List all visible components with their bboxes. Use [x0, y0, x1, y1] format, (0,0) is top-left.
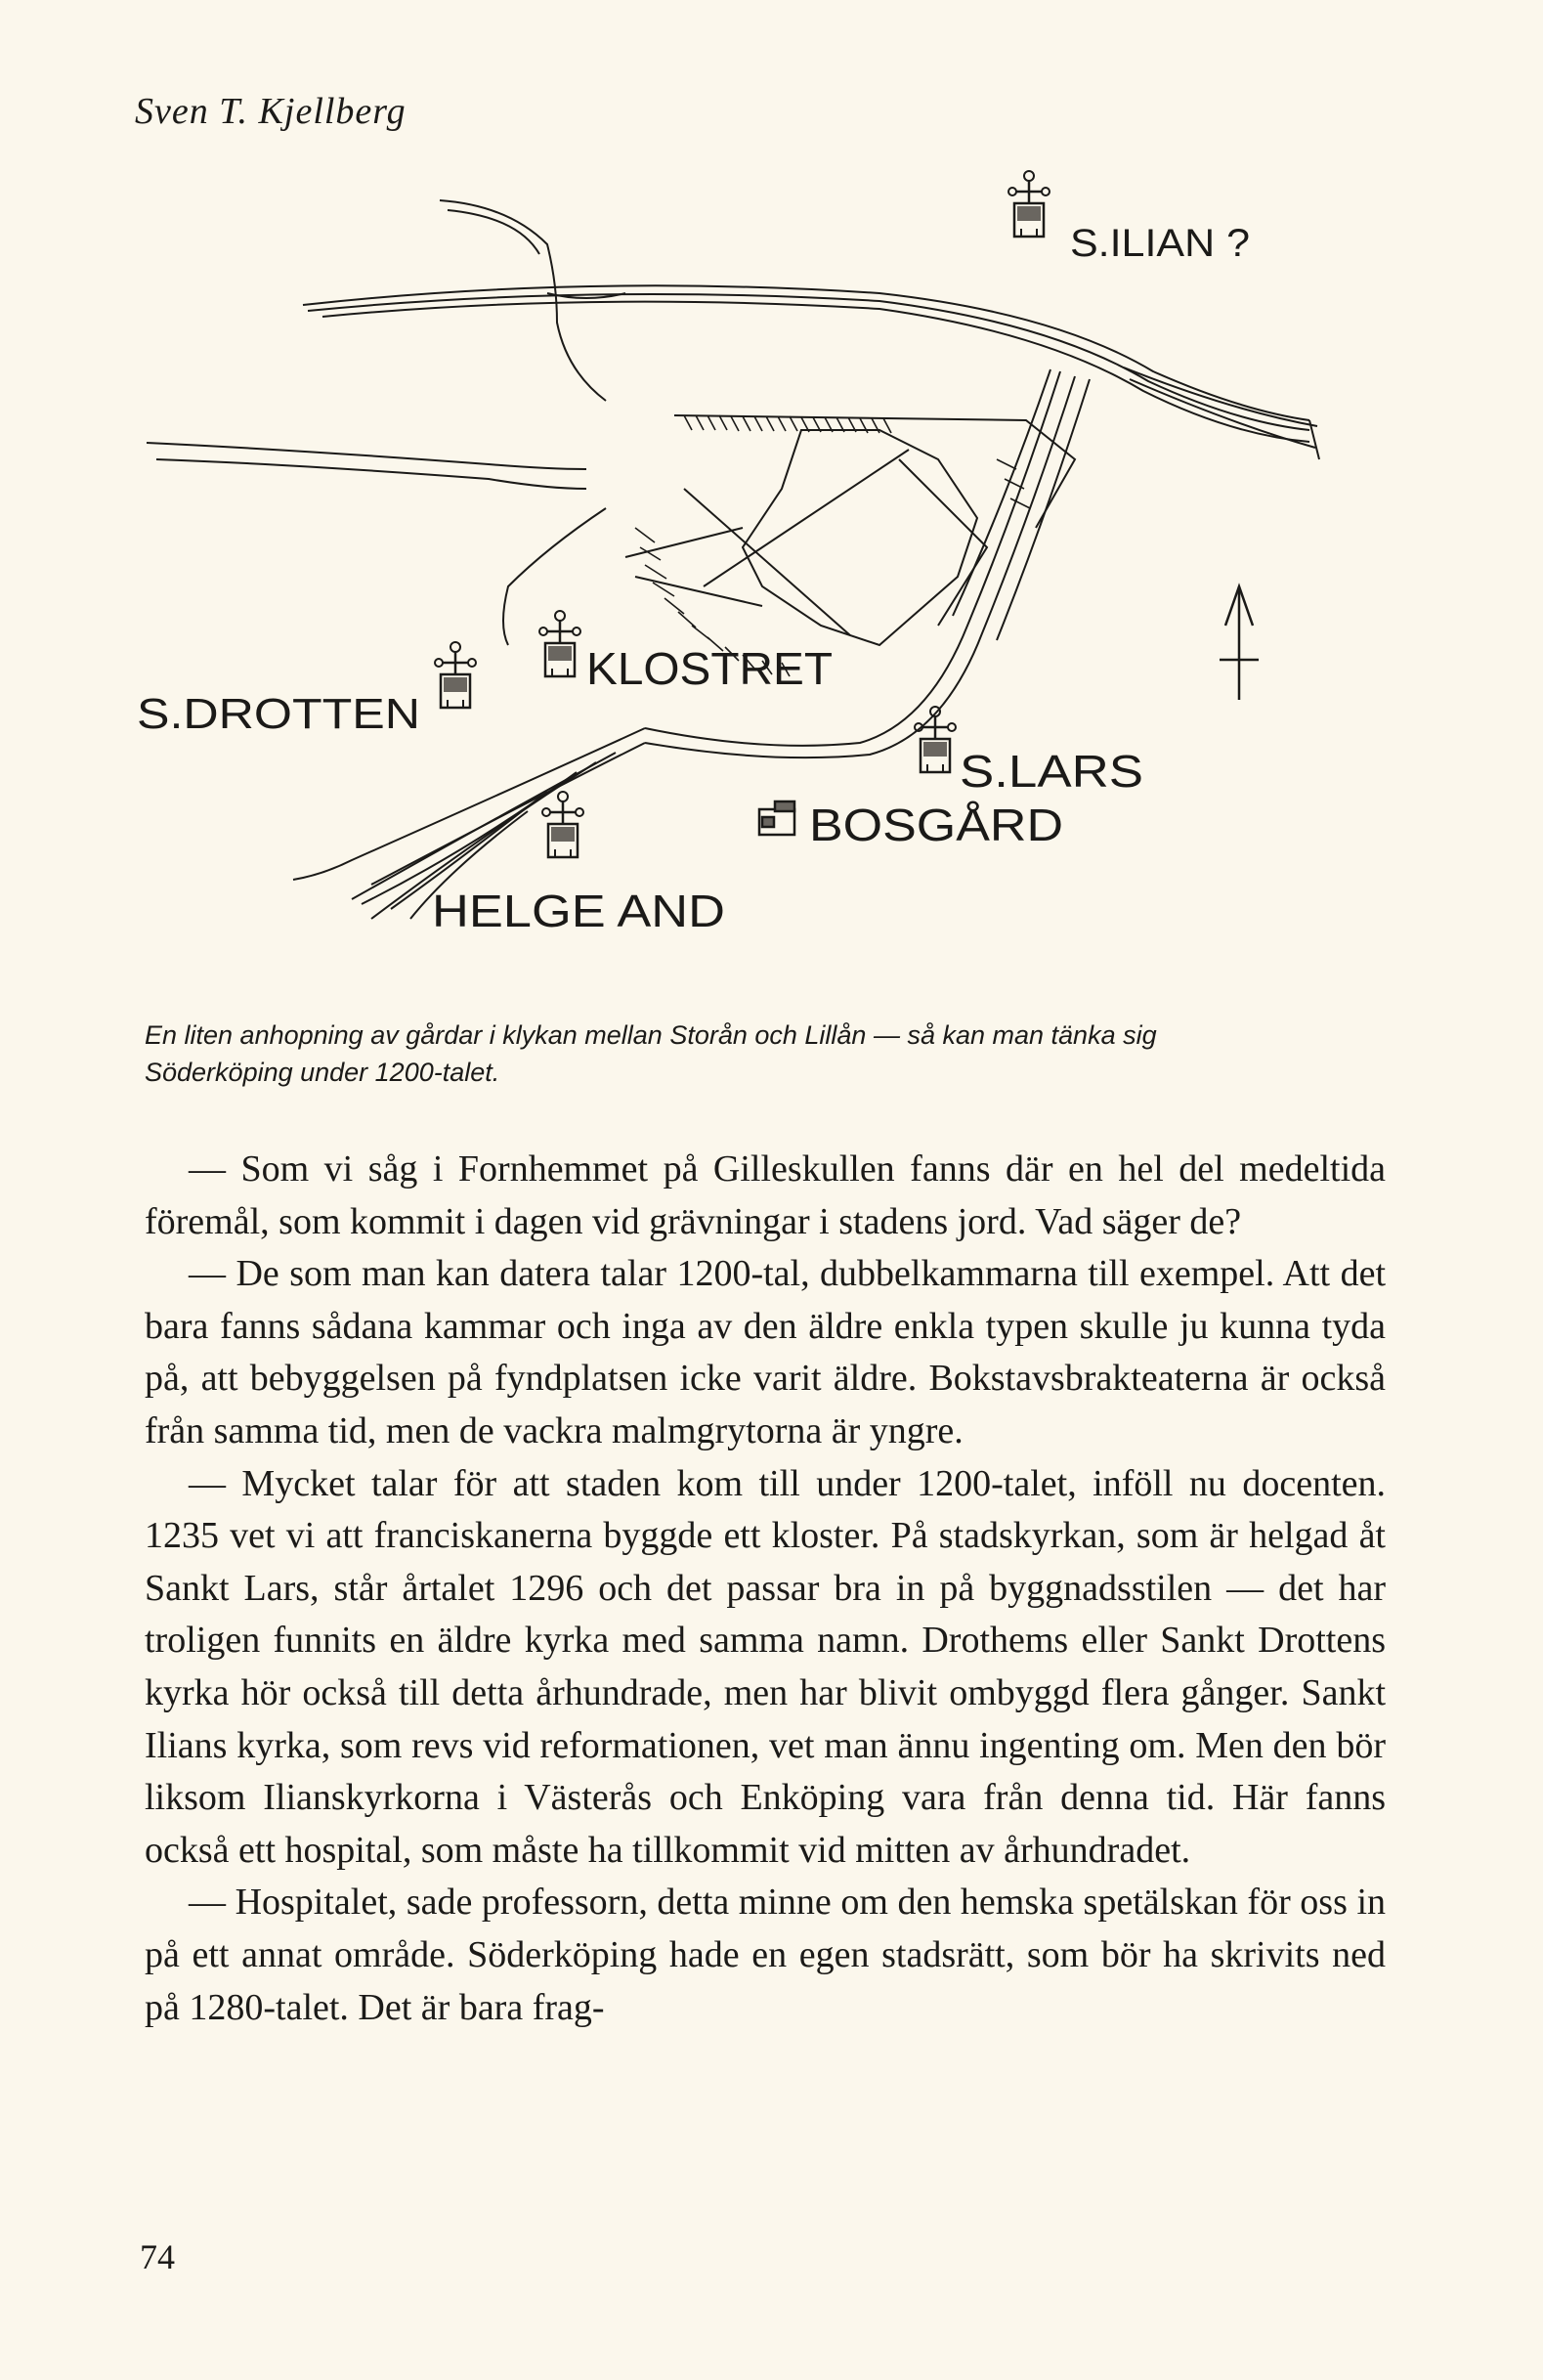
hatching [635, 415, 1030, 676]
town-map-illustration [0, 0, 1543, 977]
paragraph: — Hospitalet, sade professorn, detta minne om den hemska spetälskan för oss in på ett annat område. Söderköping hade en egen stadsrätt, som bör ha skrivits ned på 1280-talet. Det är bara frag- [145, 1882, 1386, 2028]
label-bosgard: BOSGÅRD [809, 800, 1063, 850]
church-icon-s-lars [915, 707, 956, 772]
paragraph: — Som vi såg i Fornhemmet på Gilleskullen fanns där en hel del medeltida föremål, som kommit i dagen vid grävningar i stadens jord. Vad säger de? [145, 1148, 1386, 1242]
church-icon-helge-and [542, 792, 583, 857]
farmstead-icon [759, 801, 794, 835]
church-icon-s-drotten [435, 642, 476, 708]
figure-caption: En liten anhopning av gårdar i klykan mellan Storån och Lillån — så kan man tänka sig Söderköping under 1200-talet. [145, 1020, 1157, 1087]
label-s-lars: S.LARS [960, 746, 1143, 797]
roads [147, 200, 606, 645]
paragraph: — De som man kan datera talar 1200-tal, dubbelkammarna till exempel. Att det bara fanns sådana kammar och inga av den äldre enkla typen skulle ju kunna tyda på, att bebyggelsen på fyndplatsen icke varit äldre. Bokstavsbrakteaterna är också från samma tid, men de vackra malmgrytorna är yngre. [145, 1253, 1386, 1451]
church-icon-klostret [539, 611, 580, 676]
river-storan [303, 285, 1319, 459]
label-s-drotten: S.DROTTEN [137, 690, 420, 738]
church-icon-s-ilian [1008, 171, 1050, 237]
paragraph: — Mycket talar för att staden kom till under 1200-talet, inföll nu docenten. 1235 vet vi att franciskanerna byggde ett kloster. På stadskyrkan, som är helgad åt Sankt Lars, står årtalet 1296 och det passar bra in på byggnadsstilen — det har troligen funnits en äldre kyrka med samma namn. Drothems eller Sankt Drottens kyrka hör också till detta århundrade, men har blivit ombyggd flera gånger. Sankt Ilians kyrka, som revs vid reformationen, vet man ännu ingenting om. Men den bör liksom Ilianskyrkorna i Västerås och Enköping vara från denna tid. Här fanns också ett hospital, som måste ha tillkommit vid mitten av århundradet. [145, 1462, 1386, 1871]
label-helge-and: HELGE AND [432, 886, 725, 936]
page-number: 74 [140, 2237, 175, 2276]
running-header-author: Sven T. Kjellberg [135, 91, 407, 132]
north-arrow-icon [1220, 586, 1259, 700]
label-s-ilian: S.ILIAN ? [1070, 222, 1250, 265]
body-text [145, 1144, 1386, 2034]
label-klostret: KLOSTRET [586, 643, 833, 694]
